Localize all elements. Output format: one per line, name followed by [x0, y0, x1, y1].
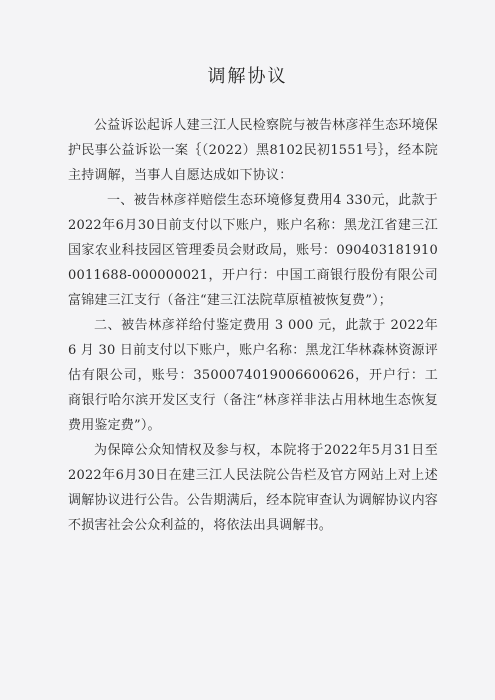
- document-title: 调解协议: [207, 66, 288, 87]
- clause-one-paragraph: 一、被告林彦祥赔偿生态环境修复费用4 330元，此款于2022年6月30日前支付以下账户，账户名称：黑龙江省建三江国家农业科技园区管理委员会财政局，账号：0904031819100011688-000000021，开户行：中国工商银行股份有限公司富锦建三江支行（备注“建三江法院草原植被恢复费”）；: [68, 193, 438, 308]
- intro-paragraph: 公益诉讼起诉人建三江人民检察院与被告林彦祥生态环境保护民事公益诉讼一案｛（2022）黑8102民初1551号｝，经本院主持调解，当事人自愿达成如下协议：: [68, 118, 438, 183]
- clause-two-paragraph: 二、被告林彦祥给付鉴定费用 3 000 元，此款于 2022年 6 月 30 日前支付以下账户，账户名称：黑龙江华林森林资源评估有限公司，账号：3500074019006600626，开户行：工商银行哈尔滨开发区支行（备注“林彦祥非法占用林地生态恢复费用鉴定费”）。: [68, 318, 438, 433]
- document-body: [68, 113, 438, 538]
- notice-paragraph: 为保障公众知情权及参与权，本院将于2022年5月31日至2022年6月30日在建三江人民法院公告栏及官方网站上对上述调解协议进行公告。公告期满后，经本院审查认为调解协议内容不损害社会公众利益的，将依法出具调解书。: [68, 443, 438, 533]
